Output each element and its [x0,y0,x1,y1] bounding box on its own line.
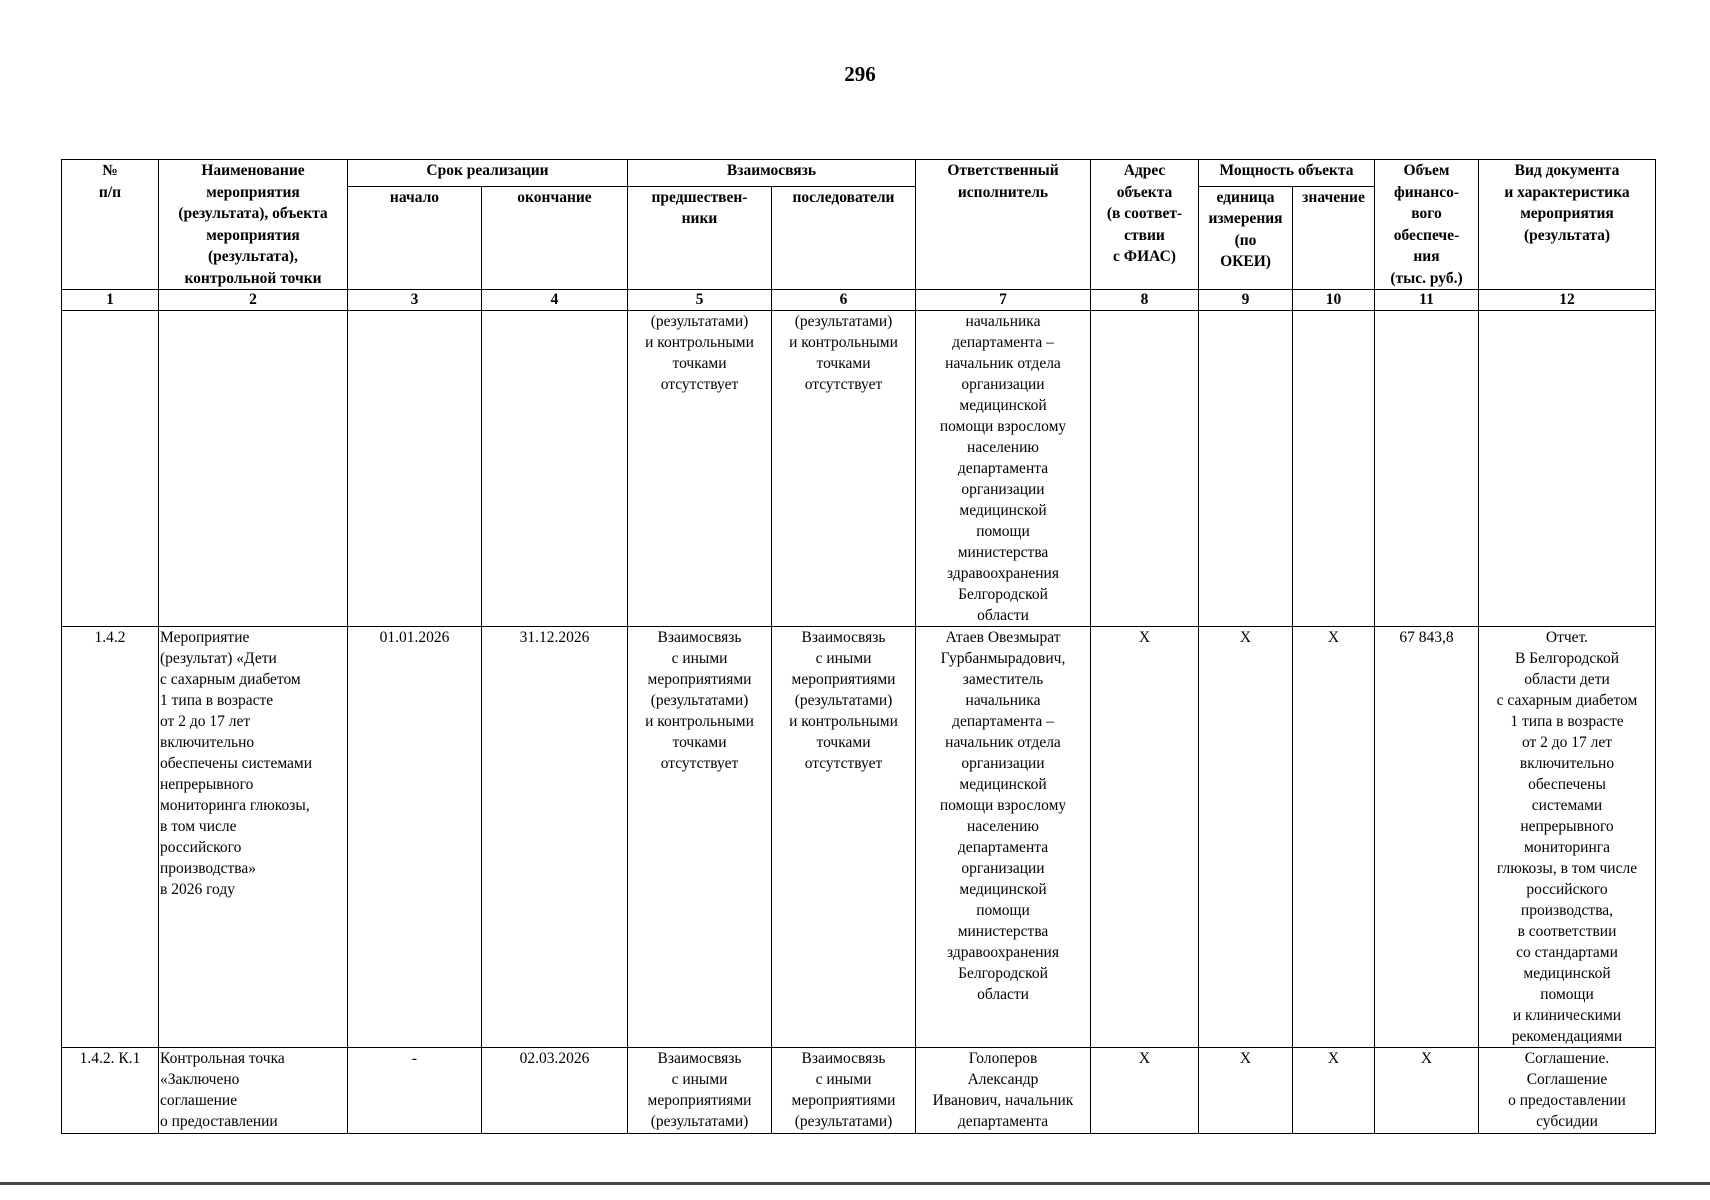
cell-document: Отчет. В Белгородской области дети с сахарным диабетом 1 типа в возрасте от 2 до 17 лет включительно обеспечены системами непрерывного мониторинга глюкозы, в том числе российского производства, в соответствии со стандартами медицинской помощи и клиническими рекомендациями [1479,627,1656,1048]
column-number: 6 [772,290,916,311]
cell-address [1091,311,1199,627]
column-number: 11 [1375,290,1479,311]
column-number: 10 [1293,290,1375,311]
cell-unit [1199,311,1293,627]
cell-successors: Взаимосвязь с иными мероприятиями (результатами) и контрольными точками отсутствует [772,627,916,1048]
header-responsible: Ответственный исполнитель [916,160,1091,290]
cell-start [348,311,482,627]
header-end: окончание [482,186,628,289]
cell-responsible: Голоперов Александр Иванович, начальник департамента [916,1048,1091,1134]
cell-responsible: Атаев Овезмырат Гурбанмырадович, заместитель начальника департамента – начальник отдела организации медицинской помощи взрослому населению департамента организации медицинской помощи министерства здравоохранения Белгородской области [916,627,1091,1048]
cell-address: Х [1091,627,1199,1048]
column-number: 7 [916,290,1091,311]
cell-name: Контрольная точка «Заключено соглашение о предоставлении [159,1048,348,1134]
column-number: 12 [1479,290,1656,311]
cell-no [62,311,159,627]
header-name: Наименование мероприятия (результата), объекта мероприятия (результата), контрольной точки [159,160,348,290]
table-row [62,311,1656,627]
cell-unit: Х [1199,1048,1293,1134]
cell-financing [1375,311,1479,627]
cell-value: Х [1293,627,1375,1048]
header-address: Адрес объекта (в соответ- ствии с ФИАС) [1091,160,1199,290]
scan-edge-divider [0,1182,1710,1185]
column-number: 1 [62,290,159,311]
cell-value: Х [1293,1048,1375,1134]
cell-address: Х [1091,1048,1199,1134]
cell-no: 1.4.2 [62,627,159,1048]
header-number-row [62,290,1656,311]
header-link-group: Взаимосвязь [628,160,916,187]
table-row [62,1048,1656,1134]
cell-financing: Х [1375,1048,1479,1134]
header-document: Вид документа и характеристика мероприятия (результата) [1479,160,1656,290]
column-number: 3 [348,290,482,311]
cell-successors: (результатами) и контрольными точками отсутствует [772,311,916,627]
plan-table [61,159,1656,1134]
header-start: начало [348,186,482,289]
cell-document: Соглашение. Соглашение о предоставлении субсидии [1479,1048,1656,1134]
cell-responsible: начальника департамента – начальник отдела организации медицинской помощи взрослому населению департамента организации медицинской помощи министерства здравоохранения Белгородской области [916,311,1091,627]
header-unit: единица измерения (по ОКЕИ) [1199,186,1293,289]
column-number: 2 [159,290,348,311]
cell-end: 31.12.2026 [482,627,628,1048]
page-number: 296 [844,62,876,86]
column-number: 8 [1091,290,1199,311]
cell-start: - [348,1048,482,1134]
header-term-group: Срок реализации [348,160,628,187]
header-no: № п/п [62,160,159,290]
header-successors: последователи [772,186,916,289]
cell-value [1293,311,1375,627]
cell-end [482,311,628,627]
cell-predecessors: (результатами) и контрольными точками отсутствует [628,311,772,627]
header-financing: Объем финансо- вого обеспече- ния (тыс. руб.) [1375,160,1479,290]
table-row [62,627,1656,1048]
cell-financing: 67 843,8 [1375,627,1479,1048]
cell-document [1479,311,1656,627]
header-predecessors: предшествен- ники [628,186,772,289]
cell-end: 02.03.2026 [482,1048,628,1134]
column-number: 4 [482,290,628,311]
column-number: 9 [1199,290,1293,311]
cell-predecessors: Взаимосвязь с иными мероприятиями (результатами) и контрольными точками отсутствует [628,627,772,1048]
column-number: 5 [628,290,772,311]
cell-successors: Взаимосвязь с иными мероприятиями (результатами) [772,1048,916,1134]
cell-name [159,311,348,627]
cell-name: Мероприятие (результат) «Дети с сахарным диабетом 1 типа в возрасте от 2 до 17 лет включительно обеспечены системами непрерывного мониторинга глюкозы, в том числе российского производства» в 2026 году [159,627,348,1048]
cell-start: 01.01.2026 [348,627,482,1048]
header-value: значение [1293,186,1375,289]
header-row-1 [62,160,1656,187]
cell-predecessors: Взаимосвязь с иными мероприятиями (результатами) [628,1048,772,1134]
cell-no: 1.4.2. К.1 [62,1048,159,1134]
header-capacity-group: Мощность объекта [1199,160,1375,187]
cell-unit: Х [1199,627,1293,1048]
